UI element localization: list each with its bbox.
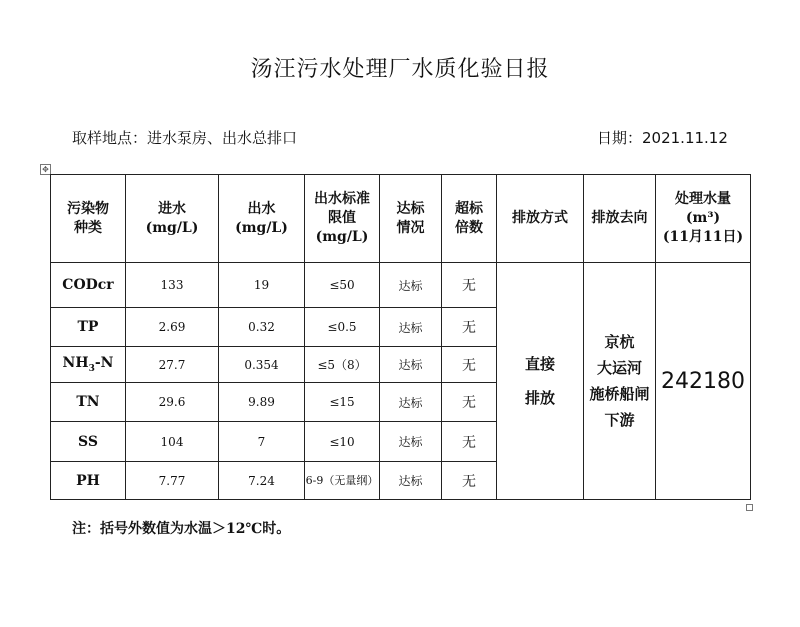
outflow-value: 9.89 [219, 383, 305, 422]
outflow-value: 19 [219, 263, 305, 308]
table-resize-handle[interactable] [746, 504, 753, 511]
discharge-destination-cell: 京杭 大运河 施桥船闸 下游 [584, 263, 656, 500]
pollutant-name: CODcr [51, 263, 126, 308]
header-compliance: 达标 情况 [380, 175, 442, 263]
header-inflow: 进水 (mg/L) [126, 175, 219, 263]
header-limit: 出水标准 限值 (mg/L) [305, 175, 380, 263]
inflow-value: 27.7 [126, 347, 219, 383]
table-row [51, 263, 751, 308]
limit-value: ≤50 [305, 263, 380, 308]
table-header-row [51, 175, 751, 263]
compliance-status: 达标 [380, 263, 442, 308]
report-date: 日期：2021.11.12 [597, 129, 728, 147]
header-discharge-destination: 排放去向 [584, 175, 656, 263]
exceed-multiple: 无 [442, 383, 497, 422]
header-pollutant: 污染物 种类 [51, 175, 126, 263]
outflow-value: 7.24 [219, 462, 305, 500]
pollutant-name: TN [51, 383, 126, 422]
compliance-status: 达标 [380, 347, 442, 383]
report-title: 汤汪污水处理厂水质化验日报 [250, 57, 550, 82]
inflow-value: 7.77 [126, 462, 219, 500]
inflow-value: 2.69 [126, 308, 219, 347]
limit-value: 6-9（无量纲） [305, 462, 380, 500]
water-quality-table [50, 174, 751, 500]
compliance-status: 达标 [380, 383, 442, 422]
limit-value: ≤15 [305, 383, 380, 422]
outflow-value: 0.32 [219, 308, 305, 347]
limit-value: ≤5（8） [305, 347, 380, 383]
header-outflow: 出水 (mg/L) [219, 175, 305, 263]
compliance-status: 达标 [380, 422, 442, 462]
table-move-handle-icon[interactable]: ✥ [40, 164, 51, 175]
exceed-multiple: 无 [442, 422, 497, 462]
outflow-value: 7 [219, 422, 305, 462]
sampling-location: 取样地点：进水泵房、出水总排口 [72, 129, 298, 147]
pollutant-name: $NH_3-N$ [51, 347, 126, 383]
exceed-multiple: 无 [442, 347, 497, 383]
pollutant-name: PH [51, 462, 126, 500]
inflow-value: 29.6 [126, 383, 219, 422]
pollutant-name: SS [51, 422, 126, 462]
pollutant-name: TP [51, 308, 126, 347]
exceed-multiple: 无 [442, 263, 497, 308]
inflow-value: 104 [126, 422, 219, 462]
limit-value: ≤0.5 [305, 308, 380, 347]
treated-volume-value: 242180 [656, 263, 751, 500]
header-multiple: 超标 倍数 [442, 175, 497, 263]
exceed-multiple: 无 [442, 308, 497, 347]
outflow-value: 0.354 [219, 347, 305, 383]
footnote: 注：括号外数值为水温＞12℃时。 [72, 521, 291, 537]
discharge-method-cell: 直接 排放 [497, 263, 584, 500]
header-volume: 处理水量 (m³) (11月11日) [656, 175, 751, 263]
exceed-multiple: 无 [442, 462, 497, 500]
inflow-value: 133 [126, 263, 219, 308]
header-discharge-method: 排放方式 [497, 175, 584, 263]
limit-value: ≤10 [305, 422, 380, 462]
compliance-status: 达标 [380, 308, 442, 347]
compliance-status: 达标 [380, 462, 442, 500]
